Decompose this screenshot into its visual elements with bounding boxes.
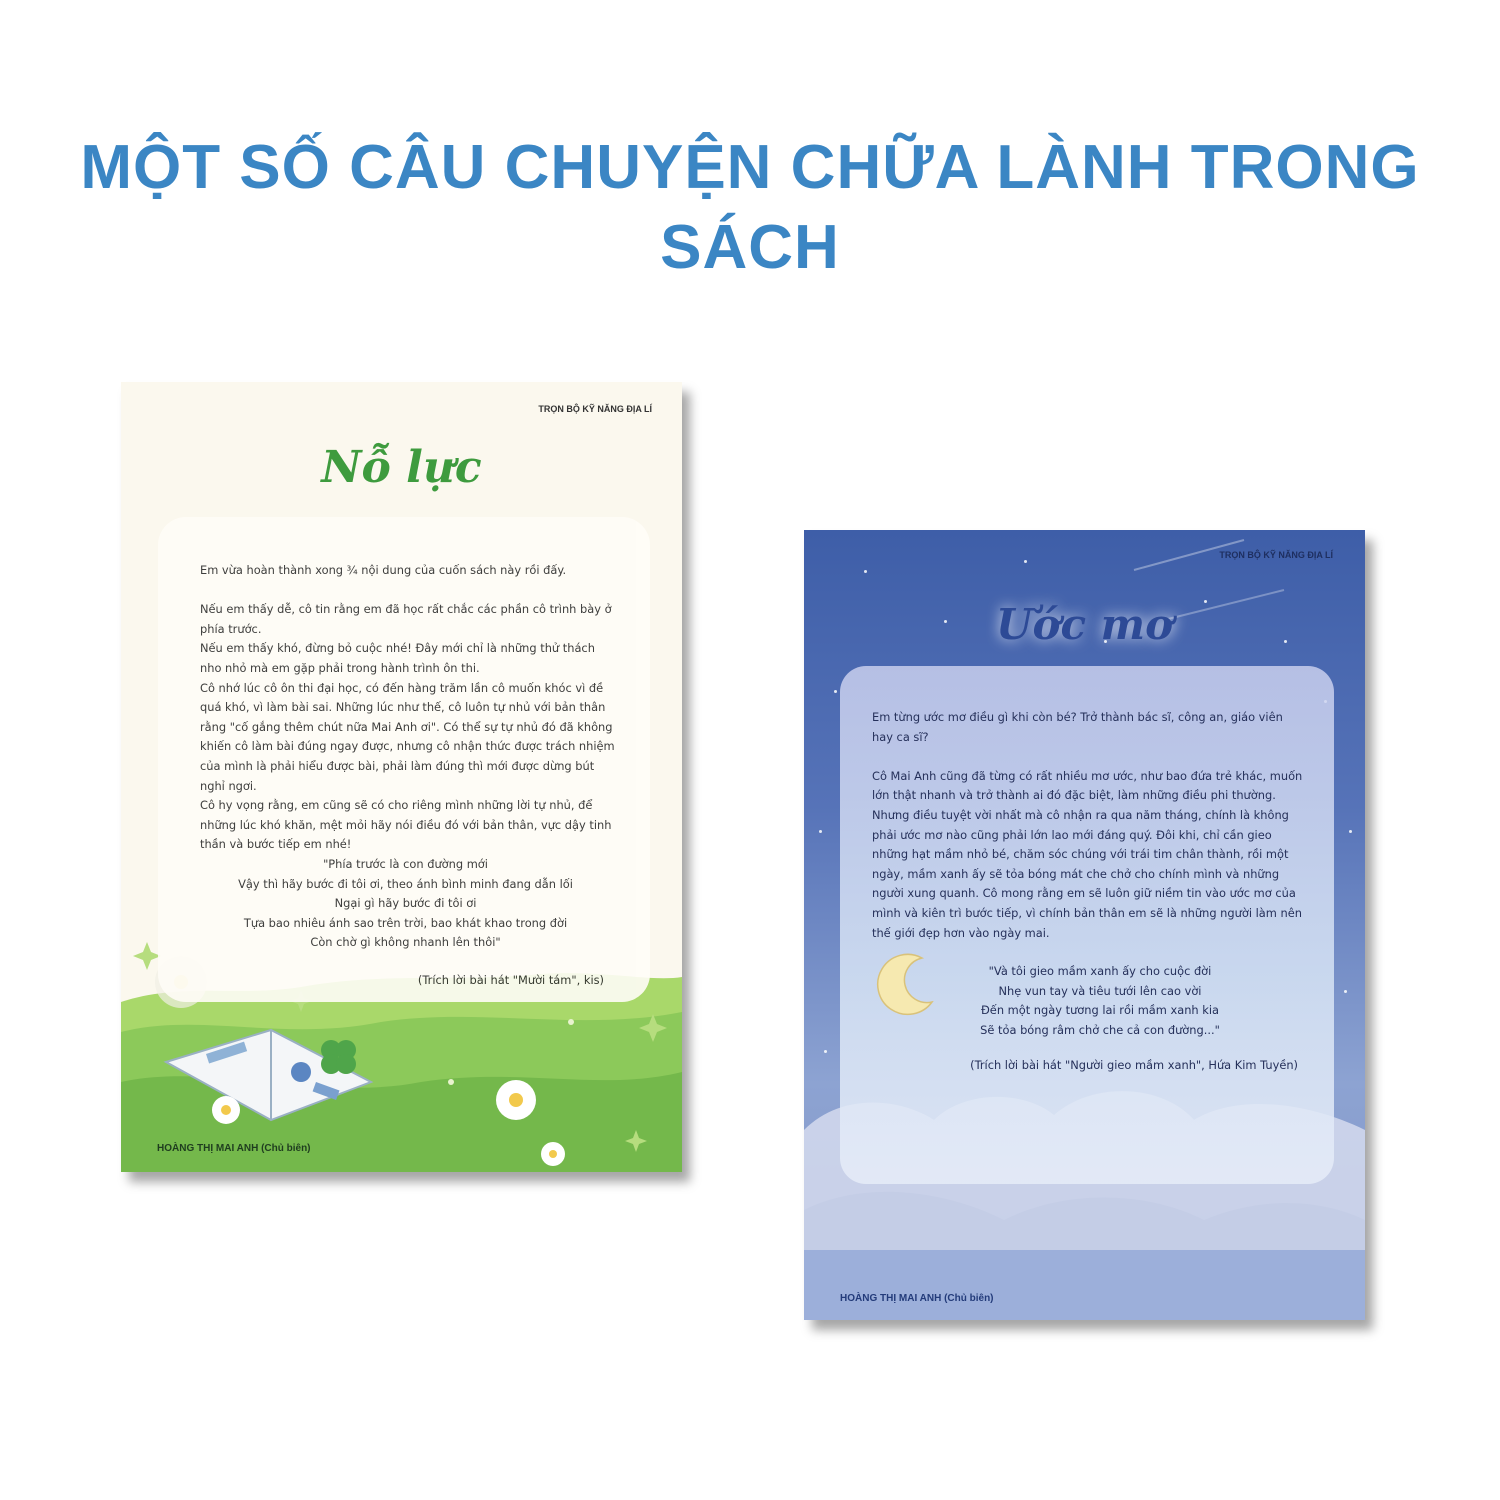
quote-line: Tựa bao nhiêu ánh sao trên trời, bao khát khao trong đời	[243, 915, 568, 930]
story-card	[840, 666, 1334, 1184]
paragraph: Cô hy vọng rằng, em cũng sẽ có cho riêng mình những lời tự nhủ, để những lúc khó khăn, mệt mỏi hãy nói điều đó với bản thân, vực dậy tinh thần và bước tiếp em nhé!	[200, 798, 612, 852]
page-title: Nỗ lực	[321, 442, 482, 493]
quote-line: "Và tôi gieo mầm xanh ấy cho cuộc đời	[988, 964, 1212, 978]
quote-source: (Trích lời bài hát "Người gieo mầm xanh", Hứa Kim Tuyền)	[970, 1058, 1298, 1072]
quote-line: Sẽ tỏa bóng râm chở che cả con đường..."	[980, 1022, 1220, 1037]
series-label: TRỌN BỘ KỸ NĂNG ĐỊA LÍ	[538, 404, 652, 414]
story-card	[158, 517, 650, 1002]
page-headline: MỘT SỐ CÂU CHUYỆN CHỮA LÀNH TRONG SÁCH	[80, 133, 1420, 282]
quote-line: Nhẹ vun tay và tiêu tưới lên cao vời	[998, 983, 1202, 998]
story-body	[872, 708, 1304, 943]
page-title: Ước mơ	[995, 600, 1174, 649]
paragraph: Nếu em thấy khó, đừng bỏ cuộc nhé! Đây mới chỉ là những thử thách nho nhỏ mà em gặp phải trong hành trình ôn thi.	[200, 641, 595, 675]
author-label: HOÀNG THỊ MAI ANH (Chủ biên)	[840, 1293, 994, 1304]
paragraph: Em vừa hoàn thành xong ¾ nội dung của cuốn sách này rồi đấy.	[200, 563, 567, 577]
crescent-moon-icon	[870, 952, 940, 1022]
book-page-no-luc	[121, 382, 682, 1172]
quote-line: Đến một ngày tương lai rồi mầm xanh kia	[980, 1003, 1220, 1018]
story-body	[200, 561, 615, 855]
paragraph: Cô Mai Anh cũng đã từng có rất nhiều mơ ước, như bao đứa trẻ khác, muốn lớn thật nhanh và trở thành ai đó đặc biệt, làm những điều phi thường. Nhưng điều tuyệt vời nhất mà cô nhận ra qua năm tháng, chính là không phải ước mơ nào cũng phải lớn lao mới đáng quý. Đôi khi, chỉ cần gieo những hạt mầm nhỏ bé, chăm sóc chúng với trái tim chân thành, rồi một ngày, mầm xanh ấy sẽ tỏa bóng mát che chở cho chính mình và những người xung quanh. Cô mong rằng em sẽ luôn giữ niềm tin vào ước mơ của mình và kiên trì bước tiếp, vì chính bản thân em sẽ là những người làm nên thế giới đẹp hơn vào ngày mai.	[872, 768, 1303, 940]
paragraph: Nếu em thấy dễ, cô tin rằng em đã học rất chắc các phần cô trình bày ở phía trước.	[200, 602, 612, 636]
quote-line: "Phía trước là con đường mới	[323, 857, 488, 871]
quote-source: (Trích lời bài hát "Mười tám", kis)	[417, 973, 604, 987]
song-quote	[198, 855, 613, 953]
quote-line: Ngại gì hãy bước đi tôi ơi	[334, 896, 477, 911]
series-label: TRỌN BỘ KỸ NĂNG ĐỊA LÍ	[1219, 550, 1333, 560]
quote-line: Còn chờ gì không nhanh lên thôi"	[310, 935, 501, 950]
quote-line: Vậy thì hãy bước đi tôi ơi, theo ánh bình minh đang dẫn lối	[238, 876, 573, 891]
song-quote	[980, 962, 1220, 1040]
paragraph: Cô nhớ lúc cô ôn thi đại học, có đến hàng trăm lần cô muốn khóc vì đề quá khó, vì làm bài sai. Những lúc như thế, cô luôn tự nhủ với bản thân rằng "cố gắng thêm chút nữa Mai Anh ơi". Có thể sự tự nhủ đó đã không khiến cô làm bài đúng ngay được, nhưng cô nhận thức được trách nhiệm của mình là phải hiểu được bài, phải làm đúng thì mới được dừng bút nghỉ ngơi.	[200, 680, 615, 793]
book-page-uoc-mo	[804, 530, 1365, 1320]
paragraph: Em từng ước mơ điều gì khi còn bé? Trở thành bác sĩ, công an, giáo viên hay ca sĩ?	[872, 710, 1283, 744]
author-label: HOÀNG THỊ MAI ANH (Chủ biên)	[157, 1143, 311, 1154]
